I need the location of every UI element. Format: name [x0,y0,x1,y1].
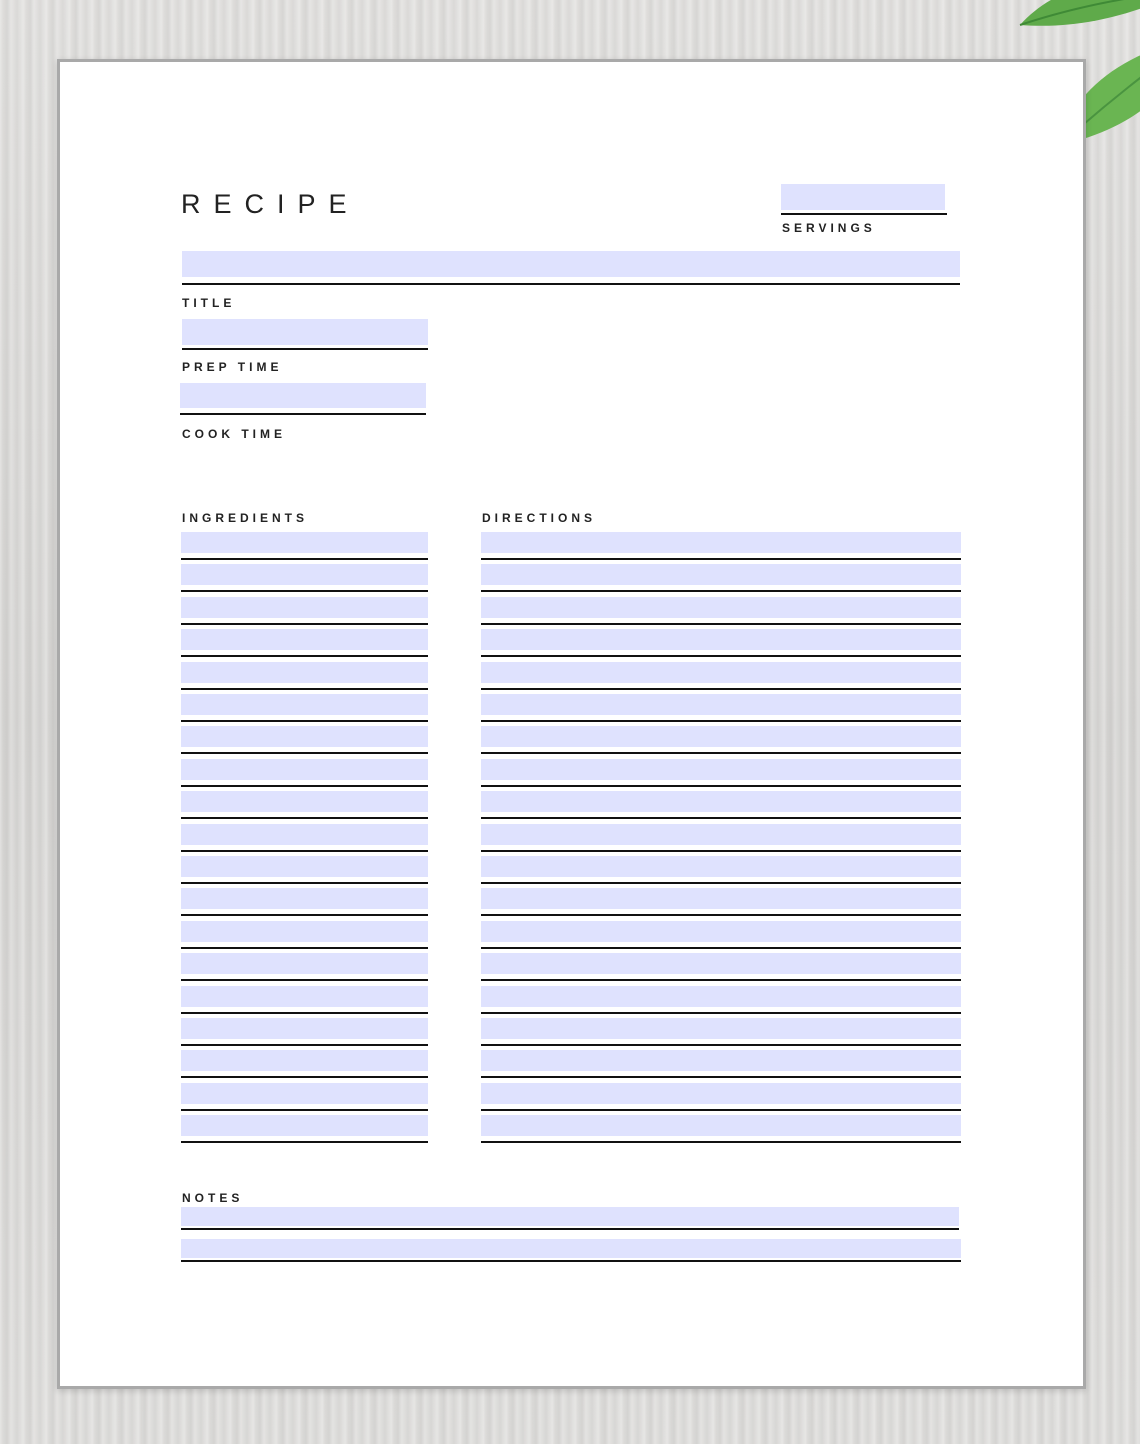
ingredient-line[interactable] [181,921,428,949]
ingredient-line[interactable] [181,1083,428,1111]
direction-line[interactable] [481,662,961,690]
ingredient-line[interactable] [181,532,428,560]
direction-line[interactable] [481,532,961,560]
direction-line[interactable] [481,597,961,625]
notes-label: NOTES [182,1191,244,1205]
ingredient-line[interactable] [181,888,428,916]
direction-line[interactable] [481,1018,961,1046]
direction-line[interactable] [481,564,961,592]
ingredient-line[interactable] [181,759,428,787]
ingredient-line[interactable] [181,791,428,819]
title-field[interactable] [182,251,960,277]
cook-time-field[interactable] [180,383,426,408]
ingredient-line[interactable] [181,953,428,981]
page-heading: RECIPE [181,189,360,219]
direction-line[interactable] [481,824,961,852]
servings-rule [781,213,947,215]
title-rule [182,283,960,285]
ingredient-line[interactable] [181,856,428,884]
direction-line[interactable] [481,1050,961,1078]
directions-label: DIRECTIONS [482,511,597,525]
notes-line[interactable] [181,1239,961,1262]
ingredient-line[interactable] [181,597,428,625]
ingredient-line[interactable] [181,824,428,852]
direction-line[interactable] [481,986,961,1014]
direction-line[interactable] [481,856,961,884]
direction-line[interactable] [481,888,961,916]
ingredients-list [181,532,428,1148]
ingredient-line[interactable] [181,1018,428,1046]
direction-line[interactable] [481,629,961,657]
direction-line[interactable] [481,1115,961,1143]
cook-time-label: COOK TIME [182,427,286,441]
directions-list [481,532,961,1148]
direction-line[interactable] [481,1083,961,1111]
ingredient-line[interactable] [181,1115,428,1143]
ingredient-line[interactable] [181,1050,428,1078]
prep-time-label: PREP TIME [182,360,283,374]
direction-line[interactable] [481,791,961,819]
prep-time-field[interactable] [182,319,428,345]
direction-line[interactable] [481,921,961,949]
prep-time-rule [182,348,428,350]
cook-time-rule [180,413,426,415]
ingredient-line[interactable] [181,629,428,657]
recipe-sheet [57,59,1086,1389]
notes-line[interactable] [181,1207,959,1230]
ingredient-line[interactable] [181,726,428,754]
direction-line[interactable] [481,726,961,754]
direction-line[interactable] [481,953,961,981]
title-label: TITLE [182,296,236,310]
ingredient-line[interactable] [181,662,428,690]
direction-line[interactable] [481,694,961,722]
ingredients-label: INGREDIENTS [182,511,309,525]
direction-line[interactable] [481,759,961,787]
ingredient-line[interactable] [181,694,428,722]
ingredient-line[interactable] [181,564,428,592]
servings-label: SERVINGS [782,221,876,235]
ingredient-line[interactable] [181,986,428,1014]
servings-field[interactable] [781,184,945,210]
